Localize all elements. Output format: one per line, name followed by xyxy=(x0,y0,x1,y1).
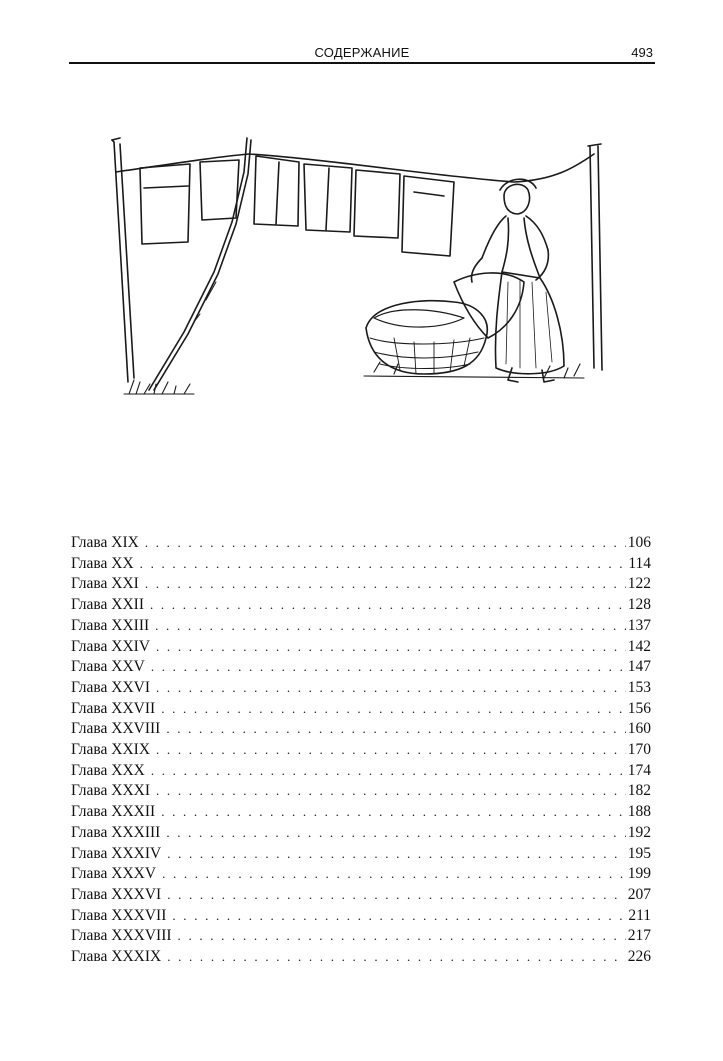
toc-entry-label: Глава XX xyxy=(71,554,134,572)
cloth-3 xyxy=(254,156,299,226)
dot-leader xyxy=(155,616,626,637)
toc-entry xyxy=(71,533,651,554)
toc-entry-label: Глава XXXVII xyxy=(71,906,167,924)
woman-hanging-laundry-illustration xyxy=(104,132,614,402)
toc-entry-label: Глава XXXIV xyxy=(71,844,162,862)
toc-entry-page: 211 xyxy=(628,906,651,924)
woman-body xyxy=(482,216,548,278)
page-number: 493 xyxy=(631,45,653,60)
toc-entry xyxy=(71,740,651,761)
toc-entry xyxy=(71,844,651,865)
dot-leader xyxy=(140,554,627,575)
toc-entry xyxy=(71,595,651,616)
toc-entry-page: 207 xyxy=(627,885,651,903)
toc-entry-label: Глава XXII xyxy=(71,596,144,614)
toc-entry-page: 170 xyxy=(627,741,651,759)
toc-entry xyxy=(71,823,651,844)
toc-entry-label: Глава XXVI xyxy=(71,678,151,696)
toc-entry xyxy=(71,885,651,906)
dot-leader xyxy=(162,864,626,885)
toc-entry xyxy=(71,761,651,782)
toc-entry-page: 195 xyxy=(627,844,651,862)
woman-head xyxy=(504,184,530,214)
dot-leader xyxy=(156,637,626,658)
toc-entry xyxy=(71,864,651,885)
toc-entry xyxy=(71,657,651,678)
dot-leader xyxy=(167,885,626,906)
toc-entry xyxy=(71,947,651,968)
dot-leader xyxy=(167,844,626,865)
dot-leader xyxy=(156,781,626,802)
toc-entry-page: 188 xyxy=(627,803,651,821)
toc-entry-label: Глава XXX xyxy=(71,761,145,779)
toc-entry-page: 147 xyxy=(627,658,651,676)
toc-entry xyxy=(71,906,651,927)
toc-entry-page: 142 xyxy=(627,637,651,655)
toc-entry-label: Глава XXIII xyxy=(71,616,150,634)
held-cloth xyxy=(454,273,524,338)
toc-entry-page: 153 xyxy=(627,678,651,696)
toc-entry-page: 182 xyxy=(627,782,651,800)
cloth-6 xyxy=(402,176,454,256)
toc-entry-page: 122 xyxy=(627,575,651,593)
header-title: СОДЕРЖАНИЕ xyxy=(314,45,410,60)
right-post xyxy=(588,144,602,370)
toc-entry-label: Глава XXXIII xyxy=(71,823,161,841)
toc-entry-label: Глава XIX xyxy=(71,534,139,551)
toc-entry-label: Глава XXVIII xyxy=(71,720,161,738)
toc-entry-label: Глава XXXI xyxy=(71,782,151,800)
toc-entry-page: 226 xyxy=(627,948,651,966)
dot-leader xyxy=(145,574,626,595)
toc-entry-label: Глава XXV xyxy=(71,658,145,676)
dot-leader xyxy=(161,699,626,720)
dot-leader xyxy=(167,947,626,968)
table-of-contents xyxy=(71,533,651,968)
cloth-1 xyxy=(140,164,190,244)
dot-leader xyxy=(178,926,626,947)
toc-entry xyxy=(71,616,651,637)
toc-entry xyxy=(71,637,651,658)
toc-entry xyxy=(71,926,651,947)
left-post xyxy=(112,140,134,382)
toc-entry-page: 174 xyxy=(627,761,651,779)
running-header xyxy=(69,42,655,64)
toc-entry xyxy=(71,781,651,802)
toc-entry-label: Глава XXIX xyxy=(71,741,151,759)
toc-entry xyxy=(71,719,651,740)
toc-entry xyxy=(71,554,651,575)
toc-entry-label: Глава XXI xyxy=(71,575,139,593)
dot-leader xyxy=(151,761,626,782)
dot-leader xyxy=(145,533,626,554)
toc-entry-label: Глава XXIV xyxy=(71,637,151,655)
toc-entry-label: Глава XXXV xyxy=(71,865,157,883)
toc-entry-page: 192 xyxy=(627,823,651,841)
toc-entry-label: Глава XXXII xyxy=(71,803,156,821)
dot-leader xyxy=(151,657,626,678)
cloth-4 xyxy=(304,164,352,232)
cloth-5 xyxy=(354,170,400,238)
dot-leader xyxy=(150,595,626,616)
toc-entry xyxy=(71,802,651,823)
toc-entry-label: Глава XXVII xyxy=(71,699,156,717)
toc-entry-page: 217 xyxy=(627,927,651,945)
toc-entry-page: 160 xyxy=(627,720,651,738)
toc-entry-page: 128 xyxy=(627,596,651,614)
toc-entry-page: 114 xyxy=(628,554,651,572)
toc-entry xyxy=(71,678,651,699)
laundry-basket xyxy=(366,301,487,374)
dot-leader xyxy=(166,823,625,844)
toc-entry-page: 137 xyxy=(627,616,651,634)
toc-entry xyxy=(71,574,651,595)
dot-leader xyxy=(166,719,625,740)
toc-entry-label: Глава XXXVIII xyxy=(71,927,172,945)
dot-leader xyxy=(156,740,626,761)
toc-entry-page: 199 xyxy=(627,865,651,883)
dot-leader xyxy=(156,678,626,699)
cloth-2 xyxy=(200,160,239,220)
dot-leader xyxy=(172,906,626,927)
toc-entry-page: 156 xyxy=(627,699,651,717)
toc-entry xyxy=(71,699,651,720)
toc-entry-label: Глава XXXIX xyxy=(71,948,162,966)
dot-leader xyxy=(161,802,626,823)
toc-entry-page: 106 xyxy=(627,534,651,551)
toc-entry-label: Глава XXXVI xyxy=(71,885,162,903)
